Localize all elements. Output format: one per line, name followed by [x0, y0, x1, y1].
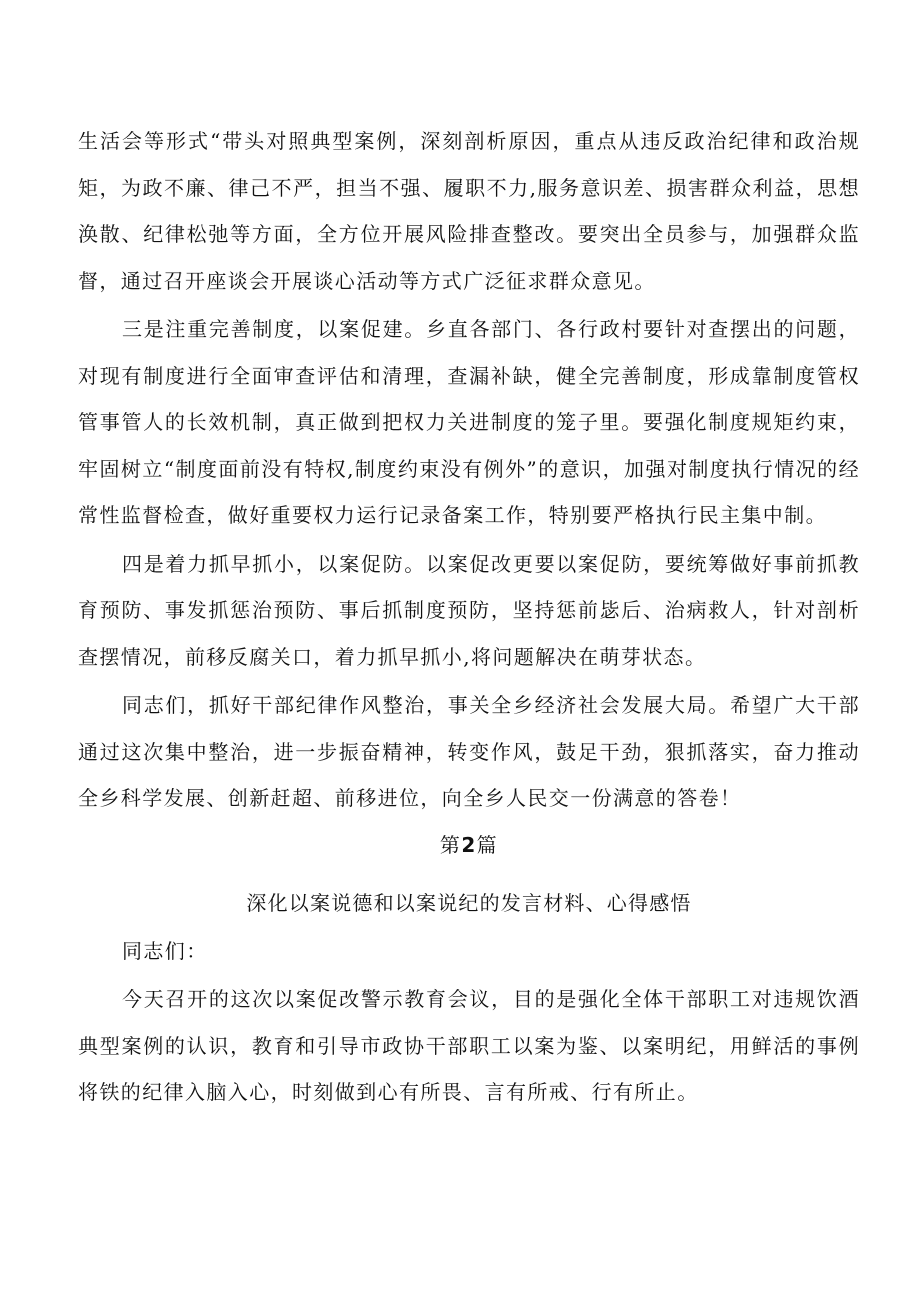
section-heading: [78, 822, 860, 868]
paragraph-closing: 同志们，抓好干部纪律作风整治，事关全乡经济社会发展大局。希望广大干部通过这次集中整治，进一步振奋精神，转变作风，鼓足干劲，狠抓落实，奋力推动全乡科学发展、创新赶超、前移进位，向全乡人民交一份满意的答卷！: [78, 693, 860, 810]
section-title: 深化以案说德和以案说纪的发言材料、心得感悟: [246, 890, 692, 915]
salutation: 同志们：: [122, 938, 208, 963]
paragraph-point-three: 三是注重完善制度，以案促建。乡直各部门、各行政村要针对查摆出的问题，对现有制度进行全面审查评估和清理，查漏补缺，健全完善制度，形成靠制度管权管事管人的长效机制，真正做到把权力关进制度的笼子里。要强化制度规矩约束，牢固树立“制度面前没有特权,制度约束没有例外”的意识，加强对制度执行情况的经常性监督检查，做好重要权力运行记录备案工作，特别要严格执行民主集中制。: [78, 317, 860, 527]
section-prefix: 第: [439, 832, 462, 857]
section-number: 2: [461, 832, 477, 857]
paragraph-intro: 今天召开的这次以案促改警示教育会议，目的是强化全体干部职工对违规饮酒典型案例的认识，教育和引导市政协干部职工以案为鉴、以案明纪，用鲜活的事例将铁的纪律入脑入心，时刻做到心有所畏、言有所戒、行有所止。: [78, 987, 860, 1104]
document-body: [78, 118, 860, 1116]
paragraph-point-four: 四是着力抓早抓小，以案促防。以案促改更要以案促防，要统筹做好事前抓教育预防、事发抓惩治预防、事后抓制度预防，坚持惩前毖后、治病救人，针对剖析查摆情况，前移反腐关口，着力抓早抓小,将问题解决在萌芽状态。: [78, 551, 860, 669]
section-suffix: 篇: [476, 832, 499, 857]
paragraph-continued: 生活会等形式“带头对照典型案例，深刻剖析原因，重点从违反政治纪律和政治规矩，为政不廉、律己不严，担当不强、履职不力,服务意识差、损害群众利益，思想涣散、纪律松弛等方面，全方位开展风险排查整改。要突出全员参与，加强群众监督，通过召开座谈会开展谈心活动等方式广泛征求群众意见。: [78, 129, 860, 293]
